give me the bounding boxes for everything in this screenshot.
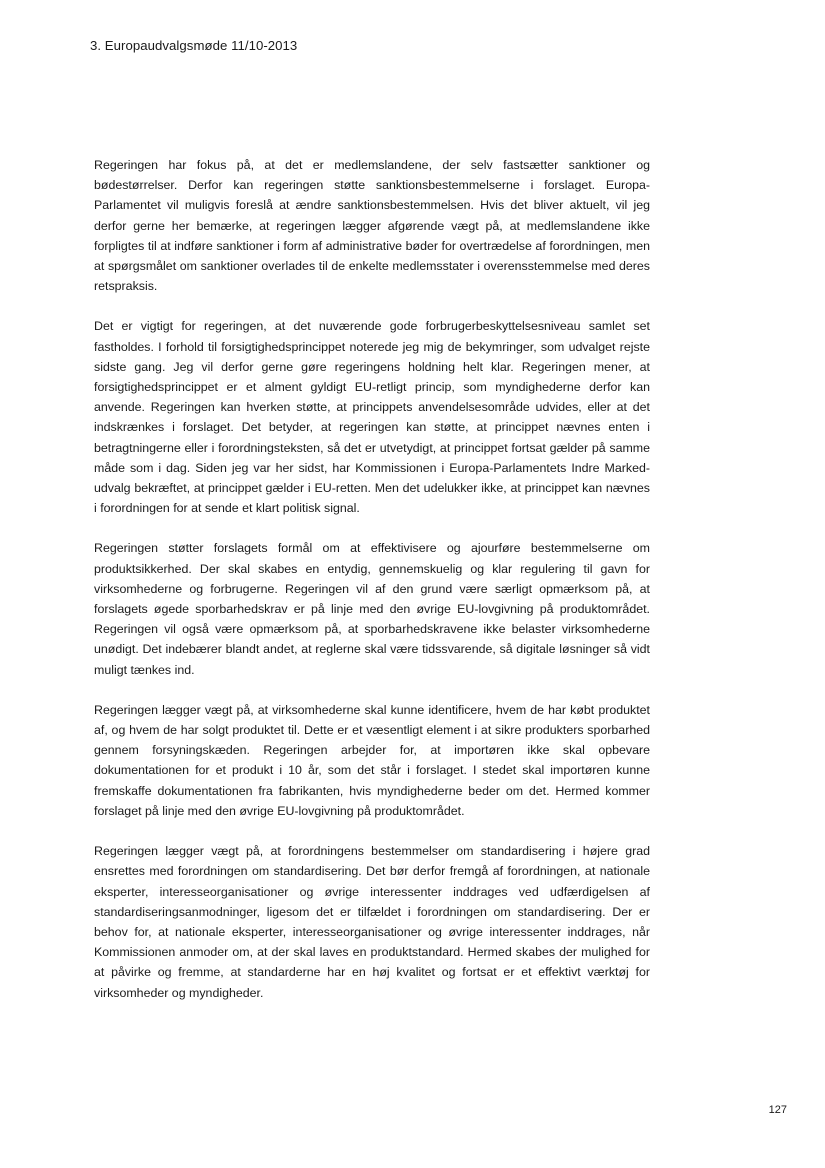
body-text bbox=[94, 155, 650, 1003]
page-number: 127 bbox=[768, 1104, 787, 1116]
paragraph-precautionary-principle: Det er vigtigt for regeringen, at det nuværende gode forbrugerbeskyttelsesniveau samlet set fastholdes. I forhold til forsigtighedsprincippet noterede jeg mig de bekymringer, som udvalget rejste sidste gang. Jeg vil derfor gerne gøre regeringens holdning helt klar. Regeringen mener, at forsigtighedsprincippet er et alment gyldigt EU-retligt princip, som myndighederne derfor kan anvende. Regeringen kan hverken støtte, at princippets anvendelsesområde udvides, eller at det indskrænkes i forslaget. Det betyder, at regeringen kan støtte, at princippet nævnes enten i betragtningerne eller i forordningsteksten, så det er utvetydigt, at princippet fortsat gælder på samme måde som i dag. Siden jeg var her sidst, har Kommissionen i Europa-Parlamentets Indre Marked-udvalg bekræftet, at princippet gælder i EU-retten. Men det udelukker ikke, at princippet kan nævnes i forordningen for at sende et klart politisk signal. bbox=[94, 319, 650, 516]
running-header: 3. Europaudvalgsmøde 11/10-2013 bbox=[90, 38, 298, 53]
paragraph-product-safety: Regeringen støtter forslagets formål om at effektivisere og ajourføre bestemmelserne om produktsikkerhed. Der skal skabes en entydig, gennemskuelig og klar regulering til gavn for virksomhederne og forbrugerne. Regeringen vil af den grund være særligt opmærksom på, at forslagets øgede sporbarhedskrav er på linje med den øvrige EU-lovgivning på produktområdet. Regeringen vil også være opmærksom på, at sporbarhedskravene ikke belaster virksomhederne unødigt. Det indebærer blandt andet, at reglerne skal være tidssvarende, så digitale løsninger så vidt muligt tænkes ind. bbox=[94, 541, 650, 677]
paragraph-standardisation: Regeringen lægger vægt på, at forordningens bestemmelser om standardisering i højere grad ensrettes med forordningen om standardisering. Det bør derfor fremgå af forordningen, at nationale eksperter, interesseorganisationer og øvrige interessenter inddrages ved udfærdigelsen af standardiseringsanmodninger, ligesom det er tilfældet i forordningen om standardisering. Der er behov for, at nationale eksperter, interesseorganisationer og øvrige interessenter inddrages, når Kommissionen anmoder om, at der skal laves en produktstandard. Hermed skabes der mulighed for at påvirke og fremme, at standarderne har en høj kvalitet og fortsat er et effektivt værktøj for virksomheder og myndigheder. bbox=[94, 844, 650, 1000]
paragraph-traceability: Regeringen lægger vægt på, at virksomhederne skal kunne identificere, hvem de har købt produktet af, og hvem de har solgt produktet til. Dette er et væsentligt element i at sikre produkters sporbarhed gennem forsyningskæden. Regeringen arbejder for, at importøren ikke skal opbevare dokumentationen for et produkt i 10 år, som det står i forslaget. I stedet skal importøren kunne fremskaffe dokumentationen fra fabrikanten, hvis myndighederne beder om det. Hermed kommer forslaget på linje med den øvrige EU-lovgivning på produktområdet. bbox=[94, 702, 650, 818]
paragraph-sanctions: Regeringen har fokus på, at det er medlemslandene, der selv fastsætter sanktioner og bødestørrelser. Derfor kan regeringen støtte sanktionsbestemmelserne i forslaget. Europa-Parlamentet vil muligvis foreslå at ændre sanktionsbestemmelsen. Hvis det bliver aktuelt, vil jeg derfor gerne her bemærke, at regeringen lægger afgørende vægt på, at medlemslandene ikke forpligtes til at indføre sanktioner i form af administrative bøder for overtrædelse af forordningen, men at spørgsmålet om sanktioner overlades til de enkelte medlemsstater i overensstemmelse med deres retspraksis. bbox=[94, 158, 650, 294]
